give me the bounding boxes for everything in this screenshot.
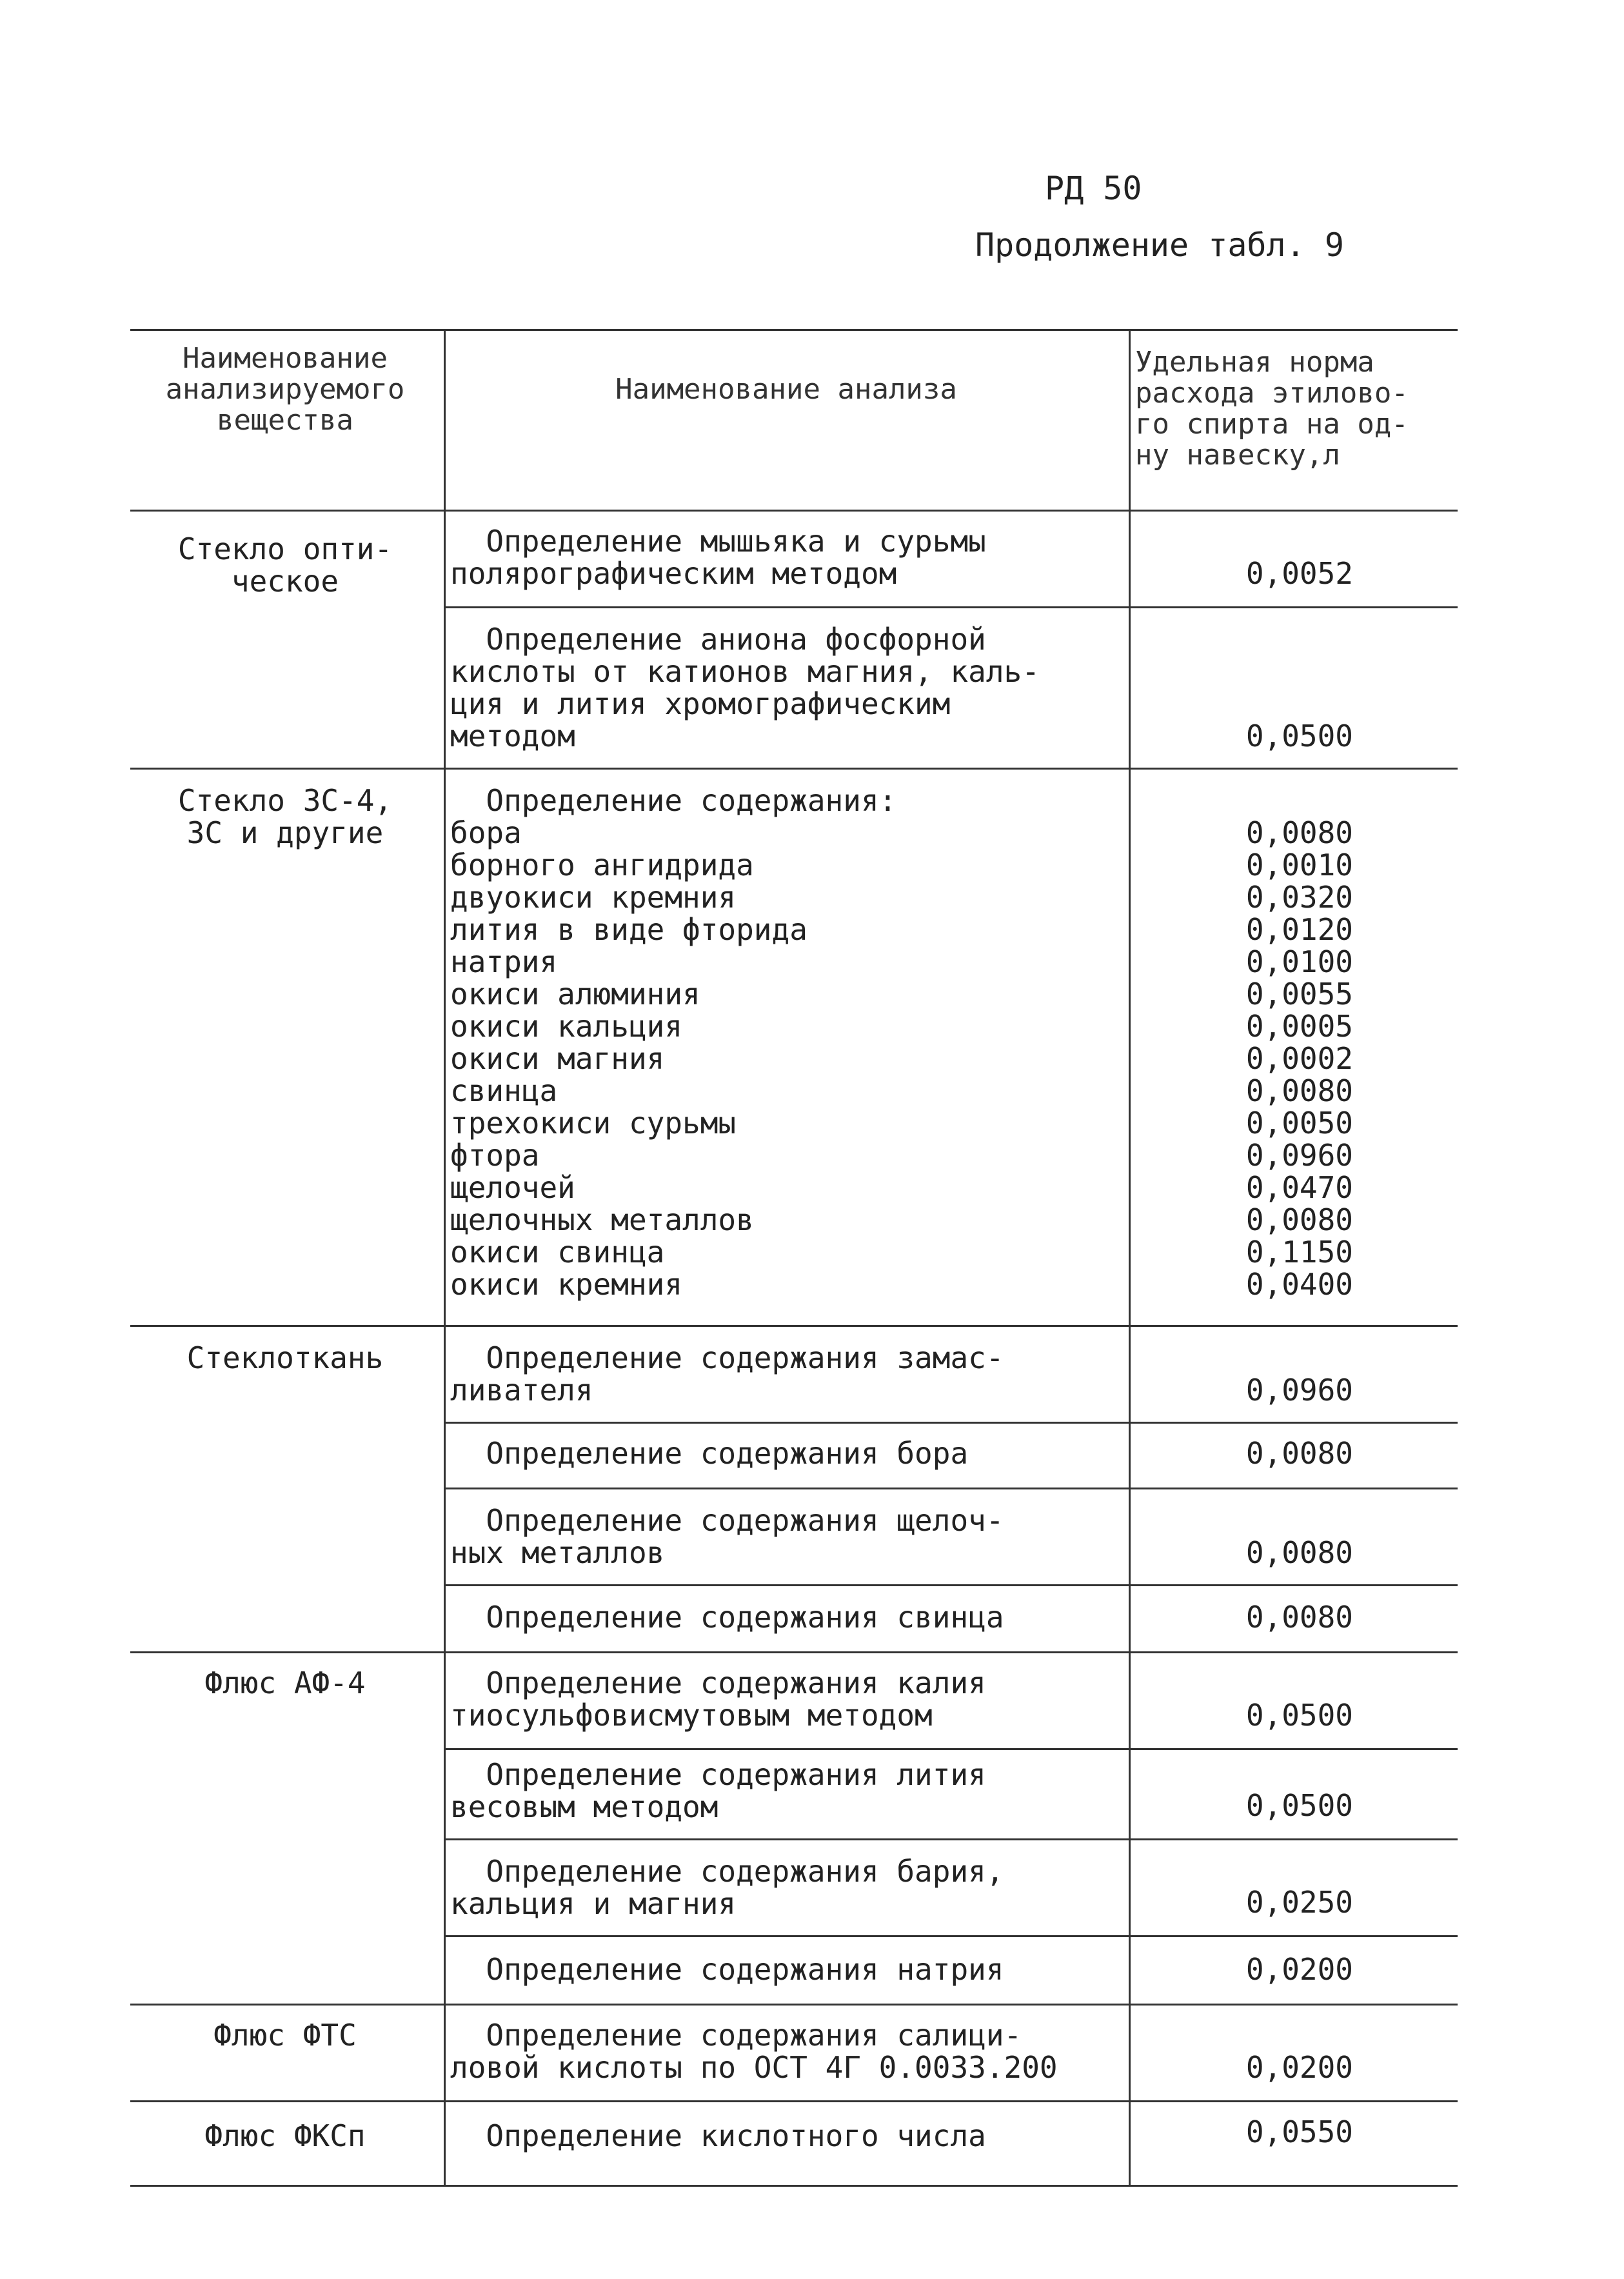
row-rule (444, 1748, 1458, 1750)
analysis-cell: Определение мышьяка и сурьмы полярографическим методом (450, 524, 986, 591)
norm-value-cell: 0,0960 (1245, 1373, 1353, 1408)
table-continuation-caption: Продолжение табл. 9 (975, 226, 1344, 264)
analysis-cell: Определение содержания бария, кальция и магния (450, 1854, 1004, 1921)
norm-value-cell: 0,0052 (1245, 556, 1353, 591)
substance-cell: Стекло ЗС-4, ЗС и другие (177, 783, 393, 850)
norm-value-cell: 0,0080 0,0010 0,0320 0,0120 0,0100 0,0055 0,0005 0,0002 0,0080 0,0050 0,0960 0,0470 0,0080 0,1150 0,0400 (1245, 815, 1353, 1302)
row-rule (444, 1488, 1458, 1489)
group-rule (130, 1651, 1458, 1653)
substance-cell: Флюс АФ-4 (204, 1666, 366, 1700)
row-rule (444, 606, 1458, 608)
norm-value-cell: 0,0500 (1245, 719, 1353, 753)
substance-cell: Флюс ФКСп (204, 2118, 366, 2153)
column-header-substance: Наименование анализируемого вещества (165, 342, 405, 437)
alcohol-norms-table (130, 329, 1458, 2187)
analysis-cell: Определение аниона фосфорной кислоты от катионов магния, каль- ция и лития хромографическим методом (450, 622, 1040, 753)
substance-cell: Флюс ФТС (213, 2018, 357, 2053)
analysis-cell: Определение содержания натрия (450, 1952, 1004, 1987)
analysis-cell: Определение содержания замас- ливателя (450, 1340, 1004, 1408)
column-header-norm: Удельная норма расхода этилово- го спирта на од- ну навеску,л (1135, 346, 1409, 472)
column-header-analysis: Наименование анализа (615, 373, 957, 406)
substance-cell: Стеклоткань (186, 1340, 384, 1375)
analysis-cell: Определение содержания: бора борного ангидрида двуокиси кремния лития в виде фторида натрия окиси алюминия окиси кальция окиси магния свинца трехокиси сурьмы фтора щелочей щелочных металлов окиси свинца окиси кремния (450, 783, 897, 1302)
analysis-cell: Определение содержания щелоч- ных металлов (450, 1503, 1004, 1570)
norm-value-cell: 0,0550 (1245, 2115, 1353, 2149)
norm-value-cell: 0,0080 (1245, 1600, 1353, 1635)
row-rule (444, 1422, 1458, 1424)
norm-value-cell: 0,0500 (1245, 1698, 1353, 1733)
norm-value-cell: 0,0080 (1245, 1535, 1353, 1570)
row-rule (444, 1935, 1458, 1937)
analysis-cell: Определение содержания лития весовым методом (450, 1757, 986, 1824)
norm-value-cell: 0,0200 (1245, 1952, 1353, 1987)
norm-value-cell: 0,0200 (1245, 2050, 1353, 2085)
norm-value-cell: 0,0080 (1245, 1436, 1353, 1471)
header-bottom-rule (130, 510, 1458, 512)
group-rule (130, 768, 1458, 770)
row-rule (444, 1838, 1458, 1840)
table-top-rule (130, 329, 1458, 331)
analysis-cell: Определение содержания бора (450, 1436, 969, 1471)
table-bottom-rule (130, 2185, 1458, 2187)
norm-value-cell: 0,0500 (1245, 1788, 1353, 1823)
group-rule (130, 1325, 1458, 1327)
substance-cell: Стекло опти- ческое (177, 532, 393, 599)
page-header (0, 0, 1624, 297)
group-rule (130, 2004, 1458, 2005)
analysis-cell: Определение содержания свинца (450, 1600, 1004, 1635)
analysis-cell: Определение содержания калия тиосульфовисмутовым методом (450, 1666, 986, 1733)
analysis-cell: Определение кислотного числа (450, 2118, 986, 2153)
analysis-cell: Определение содержания салици- ловой кислоты по ОСТ 4Г 0.0033.200 (450, 2018, 1058, 2085)
group-rule (130, 2100, 1458, 2102)
document-code: РД 50 (1045, 170, 1142, 207)
row-rule (444, 1584, 1458, 1586)
norm-value-cell: 0,0250 (1245, 1885, 1353, 1920)
